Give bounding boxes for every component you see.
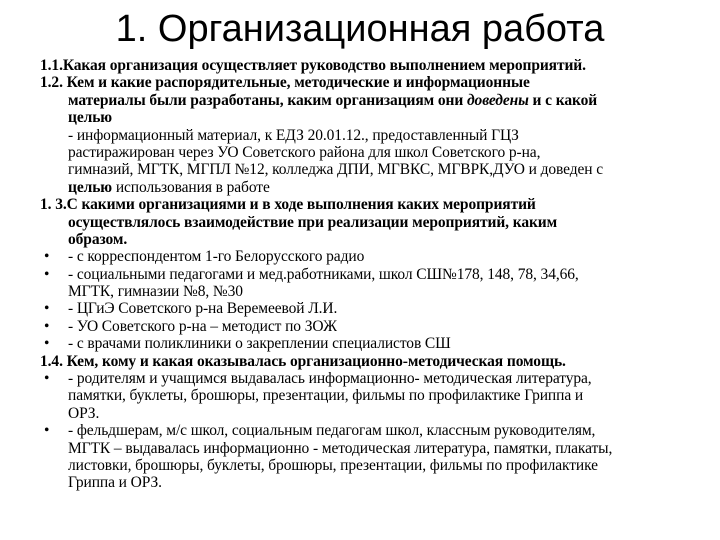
list-item-continuation: ОРЗ. — [68, 404, 100, 422]
list-item: • - ЦГиЭ Советского р-на Веремеевой Л.И. — [44, 300, 338, 318]
bullet-icon: • — [44, 422, 50, 440]
list-item-continuation: Гриппа и ОРЗ. — [68, 474, 162, 492]
list-item: • - с врачами поликлиники о закреплении специалистов СШ — [44, 335, 451, 353]
question-1-3-line-3: образом. — [68, 230, 128, 248]
list-item-continuation: МГТК – выдавалась информационно - методическая литература, памятки, плакаты, — [68, 439, 613, 457]
question-1-2-line-1 — [40, 74, 712, 91]
question-1-3-line-1: 1. 3.С какими организациями и в ходе выполнения каких мероприятий — [40, 196, 536, 214]
bullet-icon: • — [44, 300, 50, 318]
list-item-continuation: МГТК, гимназии №8, №30 — [68, 283, 243, 301]
bullet-icon: • — [44, 370, 50, 388]
emphasis-doveden: доведены — [466, 91, 529, 109]
question-1-2-line-2: материалы были разработаны, каким организациям они доведены и с какой — [68, 91, 598, 109]
question-1-2-text: 1.2. Кем и какие распорядительные, методические и информационные — [40, 74, 530, 92]
question-1-1 — [40, 57, 712, 74]
list-item: • - родителям и учащимся выдавалась информационно- методическая литература, — [44, 370, 592, 388]
list-item: • - социальными педагогами и мед.работниками, школ СШ№178, 148, 78, 34,66, — [44, 265, 579, 283]
answer-1-2-line-3: гимназий, МГТК, МГПЛ №12, колледжа ДПИ, МГВКС, МГВРК,ДУО и доведен с — [68, 161, 604, 179]
question-1-3-line-2: осуществлялось взаимодействие при реализации мероприятий, каким — [68, 213, 558, 231]
bullet-icon: • — [44, 317, 50, 335]
list-item: • - с корреспондентом 1-го Белорусского радио — [44, 248, 365, 266]
slide-title: 1. Организационная работа — [115, 8, 605, 50]
bullet-icon: • — [44, 335, 50, 353]
question-1-4: 1.4. Кем, кому и какая оказывалась организационно-методическая помощь. — [40, 352, 566, 370]
answer-1-2-line-2: растиражирован через УО Советского района для школ Советского р-на, — [68, 143, 541, 161]
list-item: • - фельдшерам, м/с школ, социальным педагогам школ, классным руководителям, — [44, 422, 596, 440]
list-item-continuation: памятки, буклеты, брошюры, презентации, фильмы по профилактике Гриппа и — [68, 387, 584, 405]
bullet-icon: • — [44, 248, 50, 266]
slide-body — [40, 57, 712, 492]
answer-1-2-line-4: целью использования в работе — [68, 178, 270, 196]
list-item-continuation: листовки, брошюры, буклеты, брошюры, презентации, фильмы по профилактике — [68, 456, 598, 474]
bullet-icon: • — [44, 265, 50, 283]
question-1-2-line-3: целью — [68, 109, 113, 127]
list-item: • - УО Советского р-на – методист по ЗОЖ — [44, 317, 337, 335]
answer-1-2-line-1: - информационный материал, к ЕДЗ 20.01.12., предоставленный ГЦЗ — [68, 126, 519, 144]
question-1-1-text: 1.1.Какая организация осуществляет руководство выполнением мероприятий. — [40, 57, 586, 74]
